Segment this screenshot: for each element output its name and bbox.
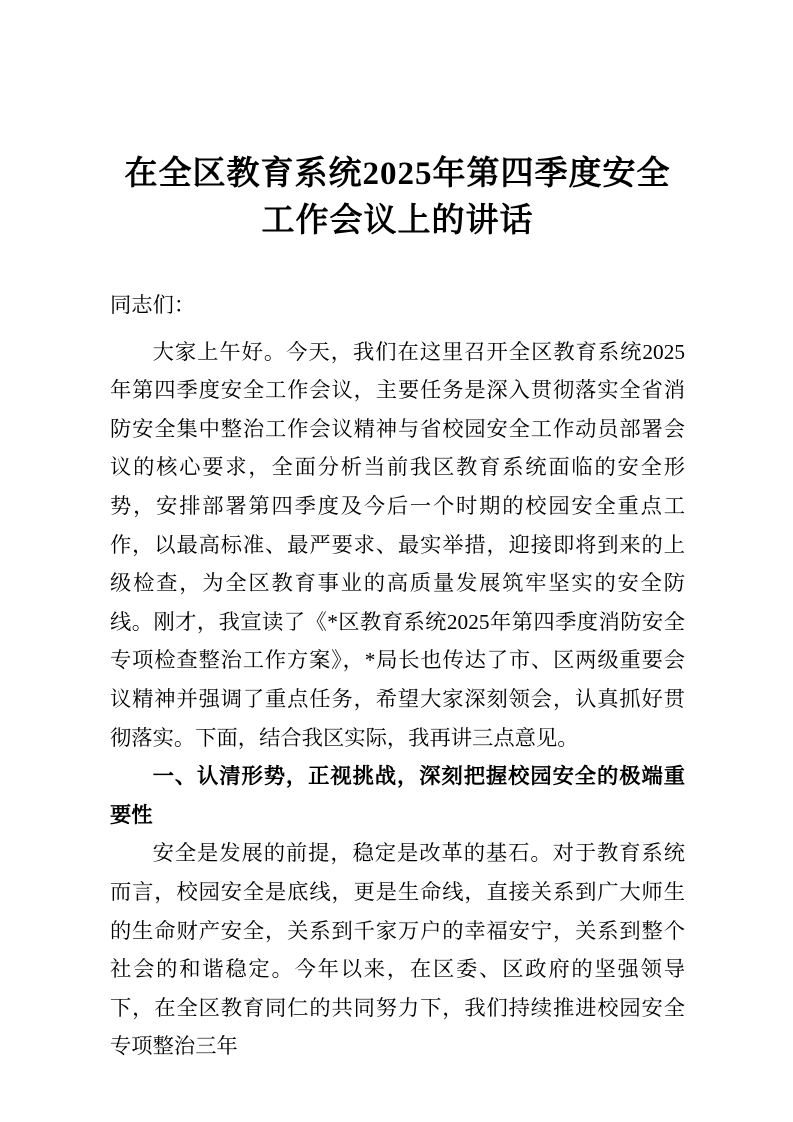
document-content xyxy=(110,0,685,1066)
salutation: 同志们： xyxy=(110,293,196,317)
section-heading-1: 一、认清形势，正视挑战，深刻把握校园安全的极端重要性 xyxy=(110,764,685,827)
paragraph-opening: 大家上午好。今天，我们在这里召开全区教育系统2025年第四季度安全工作会议，主要任务是深入贯彻落实全省消防安全集中整治工作会议精神与省校园安全工作动员部署会议的核心要求，全面分析当前我区教育系统面临的安全形势，安排部署第四季度及今后一个时期的校园安全重点工作，以最高标准、最严要求、最实举措，迎接即将到来的上级检查，为全区教育事业的高质量发展筑牢坚实的安全防线。刚才，我宣读了《*区教育系统2025年第四季度消防安全专项检查整治工作方案》，*局长也传达了市、区两级重要会议精神并强调了重点任务，希望大家深刻领会，认真抓好贯彻落实。下面，结合我区实际，我再讲三点意见。 xyxy=(110,339,685,750)
document-title: 在全区教育系统2025年第四季度安全工作会议上的讲话 xyxy=(124,156,671,239)
paragraph-section-1-body: 安全是发展的前提，稳定是改革的基石。对于教育系统而言，校园安全是底线，更是生命线，直接关系到广大师生的生命财产安全，关系到千家万户的幸福安宁，关系到整个社会的和谐稳定。今年以来，在区委、区政府的坚强领导下，在全区教育同仁的共同努力下，我们持续推进校园安全专项整治三年 xyxy=(110,841,685,1059)
